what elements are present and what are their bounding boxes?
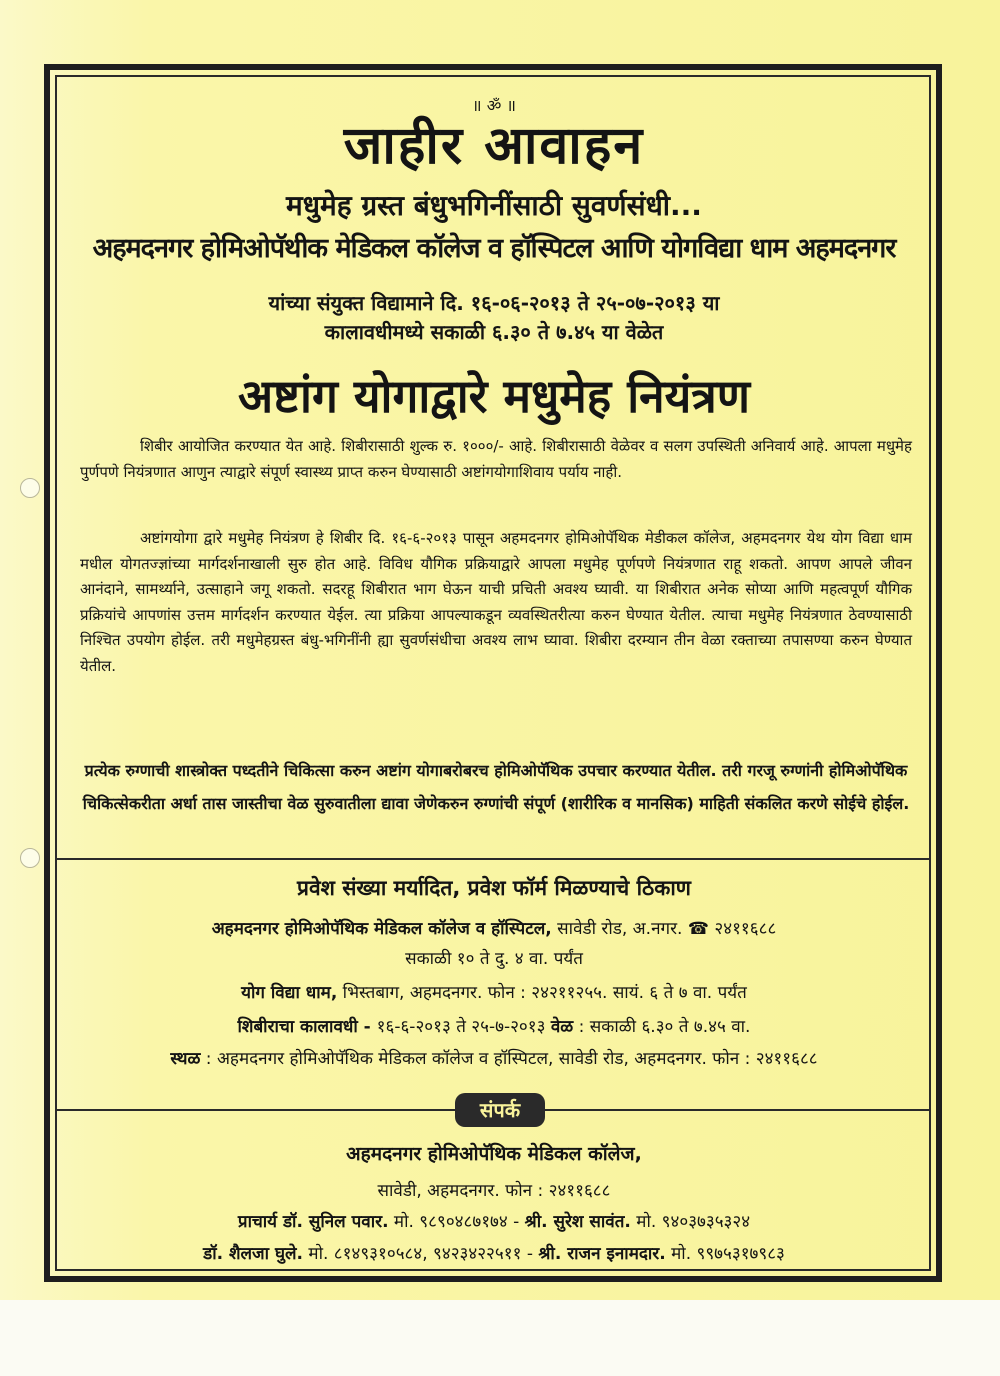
scan-margin <box>0 1300 1000 1376</box>
venue-line <box>60 1046 928 1069</box>
divider <box>57 858 929 860</box>
person-1-name: प्राचार्य डॉ. सुनिल पवार. <box>237 1212 389 1232</box>
contact-persons-1 <box>60 1209 928 1232</box>
contact-org: अहमदनगर होमिओपॅथिक मेडिकल कॉलेज, <box>346 1143 642 1165</box>
admission-heading: प्रवेश संख्या मर्यादित, प्रवेश फॉर्म मिळण्याचे ठिकाण <box>297 876 691 900</box>
place-1-name: अहमदनगर होमिओपॅथिक मेडिकल कॉलेज व हॉस्पिटल, <box>211 919 552 939</box>
person-2-name: श्री. सुरेश सावंत. <box>524 1212 631 1232</box>
subtitle: मधुमेह ग्रस्त बंधुभगिनींसाठी सुवर्णसंधी... <box>286 189 702 222</box>
contact-rule-left <box>57 1109 455 1111</box>
person-3-phone: मो. ८१४९३१०५८४, ९४२३४२२५११ - <box>303 1244 539 1264</box>
person-4-name: श्री. राजन इनामदार. <box>538 1244 666 1264</box>
venue-value: : अहमदनगर होमिओपॅथिक मेडिकल कॉलेज व हॉस्पिटल, सावेडी रोड, अहमदनगर. फोन : २४११६८८ <box>200 1049 818 1069</box>
dates-line-1: यांच्या संयुक्त विद्यामाने दि. १६-०६-२०१३ ते २५-०७-२०१३ या <box>268 291 720 315</box>
person-2-phone: मो. ९४०३७३५३२४ <box>630 1212 751 1232</box>
place-2-name: योग विद्या धाम, <box>241 983 338 1003</box>
admission-place-1 <box>60 916 928 939</box>
paragraph-1: शिबीर आयोजित करण्यात येत आहे. शिबीरासाठी शुल्क रु. १०००/- आहे. शिबीरासाठी वेळेवर व सलग उपस्थिती अनिवार्य आहे. आपला मधुमेह पुर्णपणे नियंत्रणात आणुन त्याद्वारे संपूर्ण स्वास्थ्य प्राप्त करुन घेण्यासाठी अष्टांगयोगाशिवाय पर्याय नाही. <box>80 437 912 481</box>
duration-value: १६-६-२०१३ ते २५-७-२०१३ <box>376 1017 551 1037</box>
time-label: वेळ <box>550 1017 574 1037</box>
organizers: अहमदनगर होमिओपॅथीक मेडिकल कॉलेज व हॉस्पिटल आणि योगविद्या धाम अहमदनगर <box>92 233 896 264</box>
page-title: जाहीर आवाहन <box>343 115 645 176</box>
om-symbol: ॥ ॐ ॥ <box>472 96 516 115</box>
venue-label: स्थळ <box>170 1049 201 1069</box>
person-3-name: डॉ. शैलजा घुले. <box>203 1244 304 1264</box>
punch-hole <box>20 848 40 868</box>
punch-hole <box>20 478 40 498</box>
contact-badge: संपर्क <box>455 1093 545 1127</box>
contact-persons-2 <box>60 1241 928 1264</box>
time-value: : सकाळी ६.३० ते ७.४५ वा. <box>573 1017 751 1037</box>
person-4-phone: मो. ९९७५३१७९८३ <box>665 1244 785 1264</box>
dates-line-2: कालावधीमध्ये सकाळी ६.३० ते ७.४५ या वेळेत <box>324 320 664 344</box>
place-2-address: भिस्तबाग, अहमदनगर. फोन : २४२११२५५. सायं. ६ ते ७ वा. पर्यंत <box>337 983 747 1003</box>
paragraph-2: अष्टांगयोगा द्वारे मधुमेह नियंत्रण हे शिबीर दि. १६-६-२०१३ पासून अहमदनगर होमिओपॅथिक मेडीकल कॉलेज, अहमदनगर येथ योग विद्या धाम मधील योगतज्ज्ञांच्या मार्गदर्शनाखाली सुरु होत आहे. विविध यौगिक प्रक्रियाद्वारे आपला मधुमेह पूर्णपणे नियंत्रणात राहू शकतो. आपण आपले जीवन आनंदाने, सामर्थ्याने, उत्साहाने जगू शकतो. सदरहू शिबीरात भाग घेऊन याची प्रचिती अवश्य घ्यावी. या शिबीरात अनेक सोप्या आणि महत्वपूर्ण यौगिक प्रक्रियांचे आपणांस उत्तम मार्गदर्शन करण्यात येईल. त्या प्रक्रिया आपल्याकडून व्यवस्थितरीत्या करुन घेण्यात येतील. त्याचा मधुमेह नियंत्रणात ठेवण्यासाठी निश्चित उपयोग होईल. तरी मधुमेहग्रस्त बंधु-भगिनींनी ह्या सुवर्णसंधीचा अवश्य लाभ घ्यावा. शिबीरा दरम्यान तीन वेळा रक्ताच्या तपासण्या करुन घेण्यात येतील. <box>80 529 912 675</box>
contact-address: सावेडी, अहमदनगर. फोन : २४११६८८ <box>377 1181 611 1201</box>
admission-place-2 <box>60 980 928 1003</box>
person-1-phone: मो. ९८९०४८७१७४ - <box>388 1212 525 1232</box>
paragraph-3: प्रत्येक रुग्णाची शास्त्रोक्त पध्दतीने चिकित्सा करुन अष्टांग योगाबरोबरच होमिओपॅथिक उपचार करण्यात येतील. तरी गरजू रुग्णांनी होमिओपॅथिक चिकित्सेकरीता अर्धा तास जास्तीचा वेळ सुरुवातीला द्यावा जेणेकरुन रुग्णांची संपूर्ण (शारीरिक व मानसिक) माहिती संकलित करणे सोईचे होईल. <box>82 761 910 813</box>
contact-rule-right <box>545 1109 929 1111</box>
place-1-address: सावेडी रोड, अ.नगर. ☎ २४११६८८ <box>551 919 777 939</box>
duration-label: शिबीराचा कालावधी - <box>237 1017 377 1037</box>
admission-place-1-time: सकाळी १० ते दु. ४ वा. पर्यंत <box>405 949 583 969</box>
duration-line <box>60 1014 928 1037</box>
headline: अष्टांग योगाद्वारे मधुमेह नियंत्रण <box>238 369 750 423</box>
